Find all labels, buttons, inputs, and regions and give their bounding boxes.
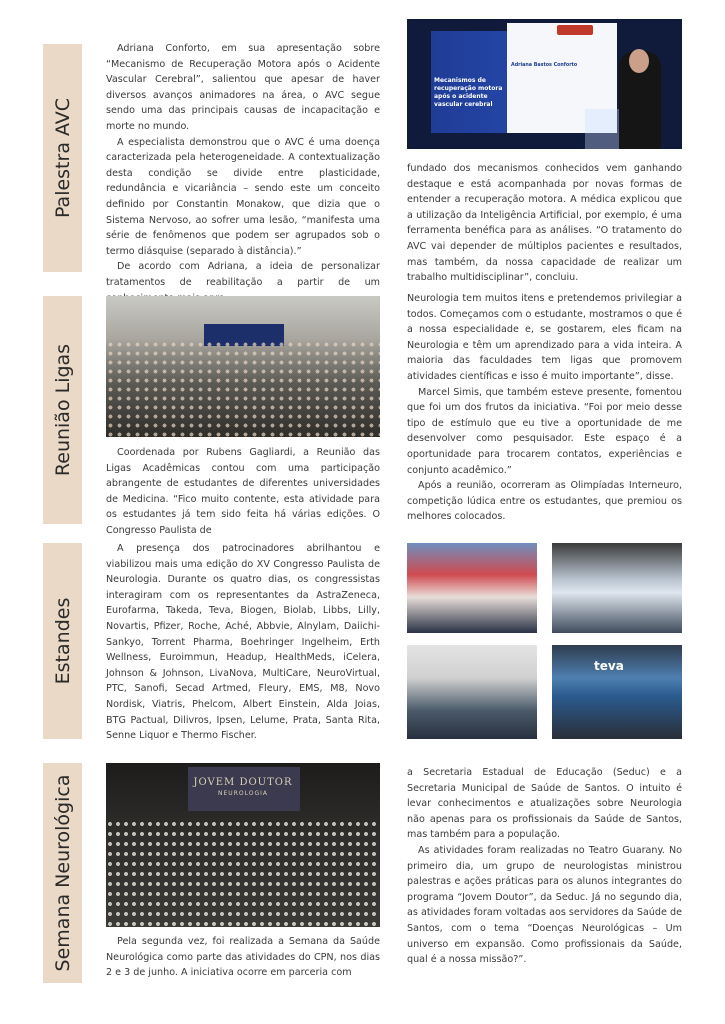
ligas-group-photo <box>106 296 380 437</box>
section-label-palestra-avc: Palestra AVC <box>43 44 82 272</box>
stage-subtitle: NEUROLOGIA <box>218 790 268 797</box>
booth-photo-4 <box>552 645 682 739</box>
audience <box>106 340 380 437</box>
speaker-head <box>629 49 649 73</box>
stage-screen <box>188 767 300 811</box>
paragraph: Pela segunda vez, foi realizada a Semana da Saúde Neurológica como parte das atividades do CPN, nos dias 2 e 3 de junho. A iniciativa ocorre em parceria com <box>106 936 380 979</box>
group-of-students <box>106 819 380 927</box>
paragraph: a Secretaria Estadual de Educação (Seduc) e a Secretaria Municipal de Saúde de Santos. O intuito é levar conhecimentos e atualizações sobre Neurologia não apenas para os profissionais da Saúde de Santos, mas também para a população. <box>407 767 682 841</box>
paragraph: fundado dos mecanismos conhecidos vem ganhando destaque e está acompanhada por novas formas de entender a recuperação motora. A médica explicou que a utilização da Inteligência Artificial, por exemplo, é uma ferramenta benéfica para as análises. “O tratamento do AVC vai depender de múltiplos pacientes e resultados, mas também, da nossa capacidade de realizar um trabalho multidisciplinar”, concluiu. <box>407 163 682 284</box>
ligas-text-right <box>407 291 682 525</box>
booth-photo-3 <box>407 645 537 739</box>
stage-title: JOVEM DOUTOR <box>193 777 293 788</box>
avc-text-left <box>106 41 380 306</box>
jovem-doutor-photo <box>106 763 380 927</box>
paragraph: As atividades foram realizadas no Teatro Guarany. No primeiro dia, um grupo de neurologistas ministrou palestras e ações práticas para os alunos integrantes do programa “Jovem Doutor”, da Seduc. Já no segundo dia, as atividades foram voltadas aos servidores da Saúde de Santos, com o tema “Doenças Neurológicas – Um universo em expansão. Como profissionais da Saúde, qual é a nossa missão?”. <box>407 844 682 966</box>
paragraph: Após a reunião, ocorreram as Olimpíadas Interneuro, competição lúdica entre os estudantes, que premiou os melhores colocados. <box>407 480 682 523</box>
ligas-text-left <box>106 445 380 539</box>
semana-text-left <box>106 934 380 981</box>
slide-speaker-name: Adriana Bastos Conforto <box>511 63 578 68</box>
booth-photo-2 <box>552 543 682 633</box>
booth-photo-1 <box>407 543 537 633</box>
paragraph: Adriana Conforto, em sua apresentação sobre “Mecanismo de Recuperação Motora após o Acidente Vascular Cerebral”, salientou que apesar de haver diversos avanços animadores na área, o AVC segue sendo uma das principais causas de incapacitação e morte no mundo. <box>106 43 380 132</box>
paragraph: Marcel Simis, que também esteve presente, fomentou que foi um dos frutos da iniciativa. “Foi por meio desse tipo de estímulo que eu tive a oportunidade de me desenvolver como pesquisador. Este espaço é a oportunidade para trocarem contatos, experiências e conjunto acadêmico.” <box>407 386 682 476</box>
avc-text-right <box>407 161 682 286</box>
paragraph: Coordenada por Rubens Gagliardi, a Reunião das Ligas Acadêmicas contou com uma participação abrangente de estudantes de diferentes universidades de Medicina. “Fico muito contente, esta atividade para os estudantes já tem sido feita há várias edições. O Congresso Paulista de <box>106 447 380 536</box>
speaker-photo <box>407 19 682 149</box>
section-label-semana-neurologica: Semana Neurológica <box>43 763 82 983</box>
congress-logo <box>557 25 593 35</box>
semana-text-right <box>407 765 682 968</box>
teva-sign: teva <box>594 659 624 673</box>
slide-title: Mecanismos de recuperação motora após o acidente vascular cerebral <box>434 77 503 108</box>
paragraph: De acordo com Adriana, a ideia de personalizar tratamentos de reabilitação a partir de um <box>106 261 380 288</box>
paragraph: A presença dos patrocinadores abrilhantou e viabilizou mais uma edição do XV Congresso Paulista de Neurologia. Durante os quatro dias, os congressistas interagiram com os representantes da AstraZeneca, Eurofarma, Takeda, Teva, Biogen, Biolab, Libbs, Lilly, Novartis, Pfizer, Roche, Aché, Abbvie, Alnylam, Daiichi-Sankyo, Torrent Pharma, Boehringer Ingelheim, Erth Wellness, Euroimmun, Headup, HealthMeds, iCelera, Johnson & Johnson, LivaNova, MultiCare, NeuroVirtual, PTC, Sanofi, Secad Artmed, Fleury, EMS, M8, Novo Nordisk, Viatris, Phelcom, Albert Einstein, Alda Joias, BTG Pactual, Dilivros, Ipsen, Lelume, Prata, Santa Rita, Senne Liquor e Thermo Fischer. <box>106 543 380 742</box>
podium <box>585 109 619 149</box>
section-label-estandes: Estandes <box>43 543 82 739</box>
paragraph: A especialista demonstrou que o AVC é uma doença caracterizada pela heterogeneidade. A contextualização desta condição se divide entre plasticidade, redundância e vicariância – sendo este um conceito definido por Constantin Monakow, que dizia que o Sistema Nervoso, ao sofrer uma lesão, “manifesta uma série de fenômenos que podem ser agrupados sob o termo diásquise (separado à distância).” <box>106 136 380 257</box>
estandes-text <box>106 541 380 744</box>
section-label-reuniao-ligas: Reunião Ligas <box>43 296 82 524</box>
paragraph: Neurologia tem muitos itens e pretendemos privilegiar a todos. Começamos com o estudante, mostramos o que é a nossa especialidade e, se gostarem, eles ficam na Neurologia e têm um aprendizado para a vida inteira. A maioria das faculdades tem ligas que promovem atividades científicas e isso é muito importante”, disse. <box>407 293 682 382</box>
